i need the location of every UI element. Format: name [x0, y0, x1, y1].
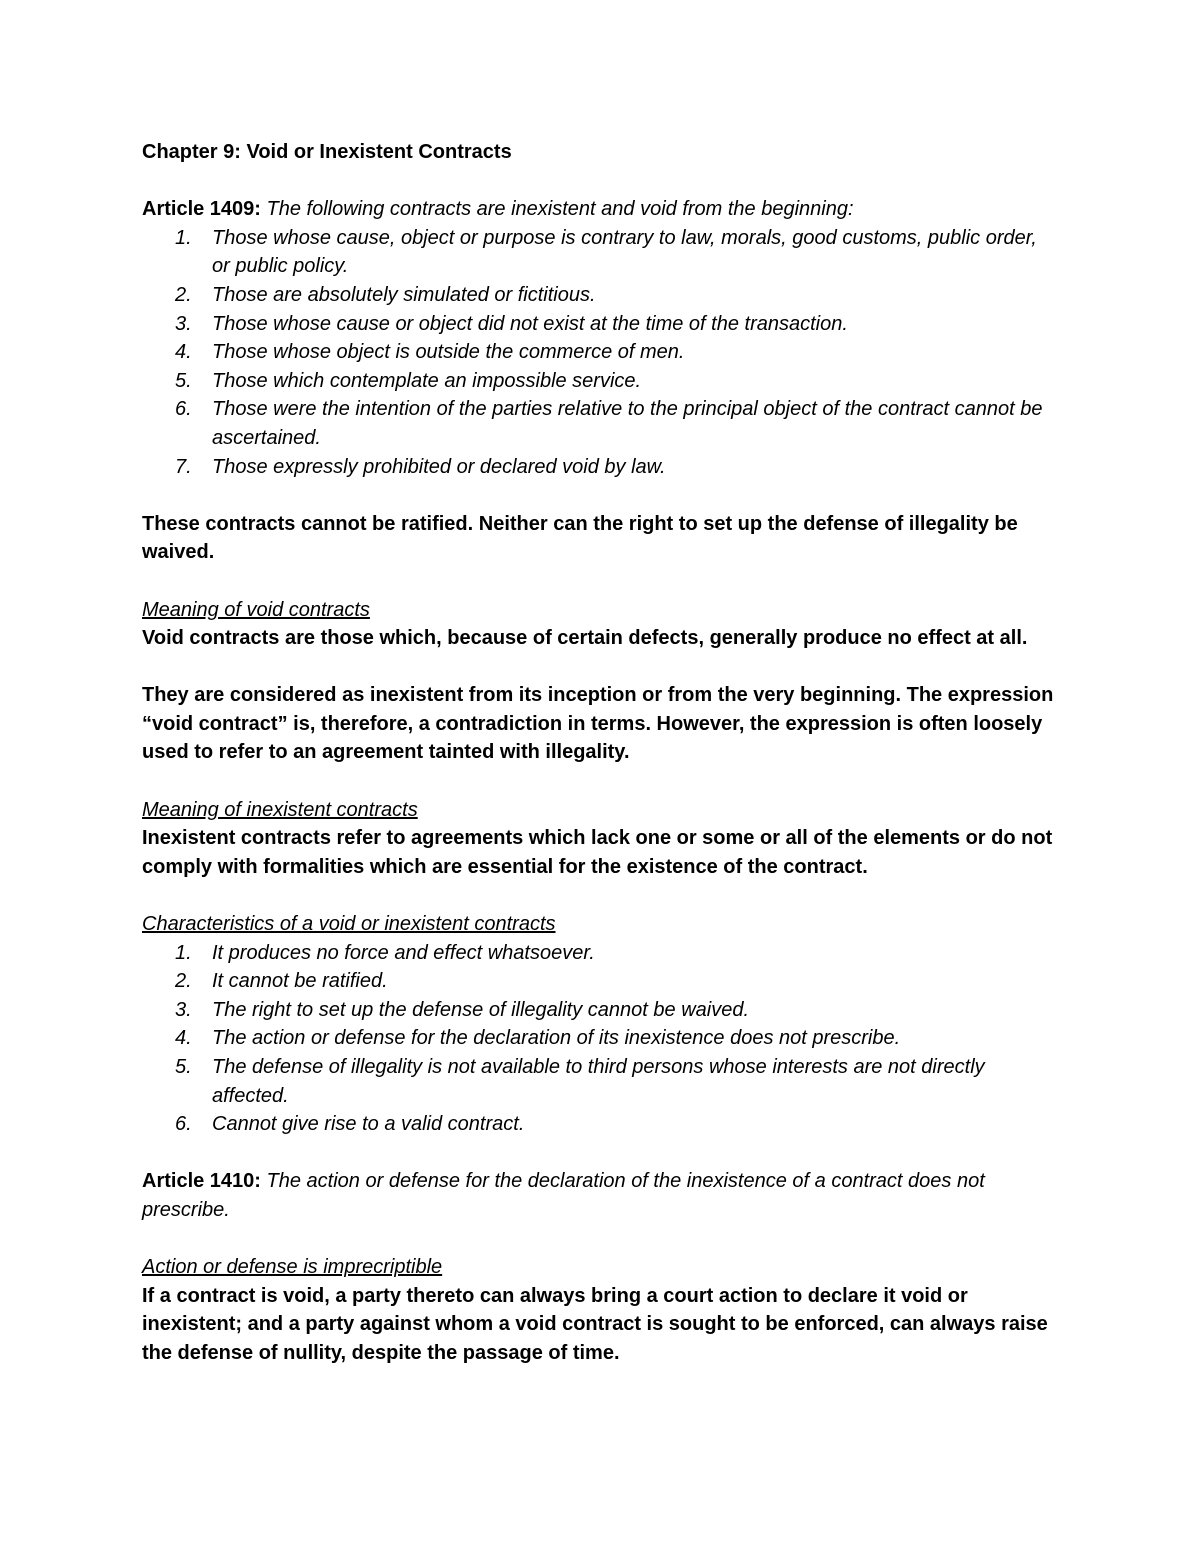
list-item: 4. The action or defense for the declaration of its inexistence does not prescribe.	[175, 1027, 901, 1050]
list-item: 2. It cannot be ratified.	[175, 970, 388, 993]
chapter-title: Chapter 9: Void or Inexistent Contracts	[142, 141, 512, 163]
list-item: 6. Those were the intention of the parties relative to the principal object of the contract cannot be ascertained.	[175, 398, 1043, 449]
characteristics-heading: Characteristics of a void or inexistent contracts	[142, 913, 556, 936]
inexistent-meaning-para: Inexistent contracts refer to agreements which lack one or some or all of the elements or do not comply with formalities which are essential for the existence of the contract.	[142, 827, 1053, 878]
spacer	[142, 1139, 1060, 1168]
void-meaning-heading: Meaning of void contracts	[142, 598, 370, 621]
list-item: 1. It produces no force and effect whatsoever.	[175, 941, 595, 964]
spacer	[142, 767, 1060, 796]
article-1409-intro	[142, 195, 1060, 224]
list-item: 6. Cannot give rise to a valid contract.	[175, 1113, 525, 1136]
spacer	[142, 653, 1060, 682]
imprescriptible-heading: Action or defense is imprecriptible	[142, 1256, 443, 1279]
list-item: 7. Those expressly prohibited or declared void by law.	[175, 455, 666, 478]
article-1410	[142, 1167, 1060, 1224]
list-item: 2. Those are absolutely simulated or fictitious.	[175, 283, 596, 306]
spacer	[142, 567, 1060, 596]
list-item: 4. Those whose object is outside the commerce of men.	[175, 341, 685, 364]
ratified-note: These contracts cannot be ratified. Neither can the right to set up the defense of illegality be waived.	[142, 512, 1018, 564]
article-1410-text: The action or defense for the declaration of the inexistence of a contract does not prescribe.	[142, 1170, 985, 1221]
spacer	[142, 881, 1060, 910]
list-item: 1. Those whose cause, object or purpose is contrary to law, morals, good customs, public order, or public policy.	[175, 226, 1037, 278]
characteristics-list	[142, 939, 1060, 1139]
void-meaning-para1: Void contracts are those which, because of certain defects, generally produce no effect at all.	[142, 627, 1028, 650]
spacer	[142, 167, 1060, 196]
list-item: 3. The right to set up the defense of illegality cannot be waived.	[175, 998, 750, 1021]
list-item: 3. Those whose cause or object did not exist at the time of the transaction.	[175, 312, 848, 335]
list-item: 5. The defense of illegality is not available to third persons whose interests are not directly affected.	[175, 1056, 985, 1107]
spacer	[142, 1225, 1060, 1254]
inexistent-meaning-heading: Meaning of inexistent contracts	[142, 798, 418, 821]
list-item: 5. Those which contemplate an impossible service.	[175, 369, 642, 392]
void-meaning-para2: They are considered as inexistent from its inception or from the very beginning. The expression “void contract” is, therefore, a contradiction in terms. However, the expression is often loosely used to refer to an agreement tainted with illegality.	[142, 684, 1054, 764]
imprescriptible-para: If a contract is void, a party thereto can always bring a court action to declare it void or inexistent; and a party against whom a void contract is sought to be enforced, can always raise the defense of nullity, despite the passage of time.	[142, 1284, 1048, 1364]
article-1410-label: Article 1410:	[142, 1170, 261, 1193]
article-1409-label: Article 1409:	[142, 198, 261, 221]
spacer	[142, 481, 1060, 510]
article-1409-text: The following contracts are inexistent and void from the beginning:	[266, 198, 854, 221]
article-1409-list	[142, 224, 1060, 481]
